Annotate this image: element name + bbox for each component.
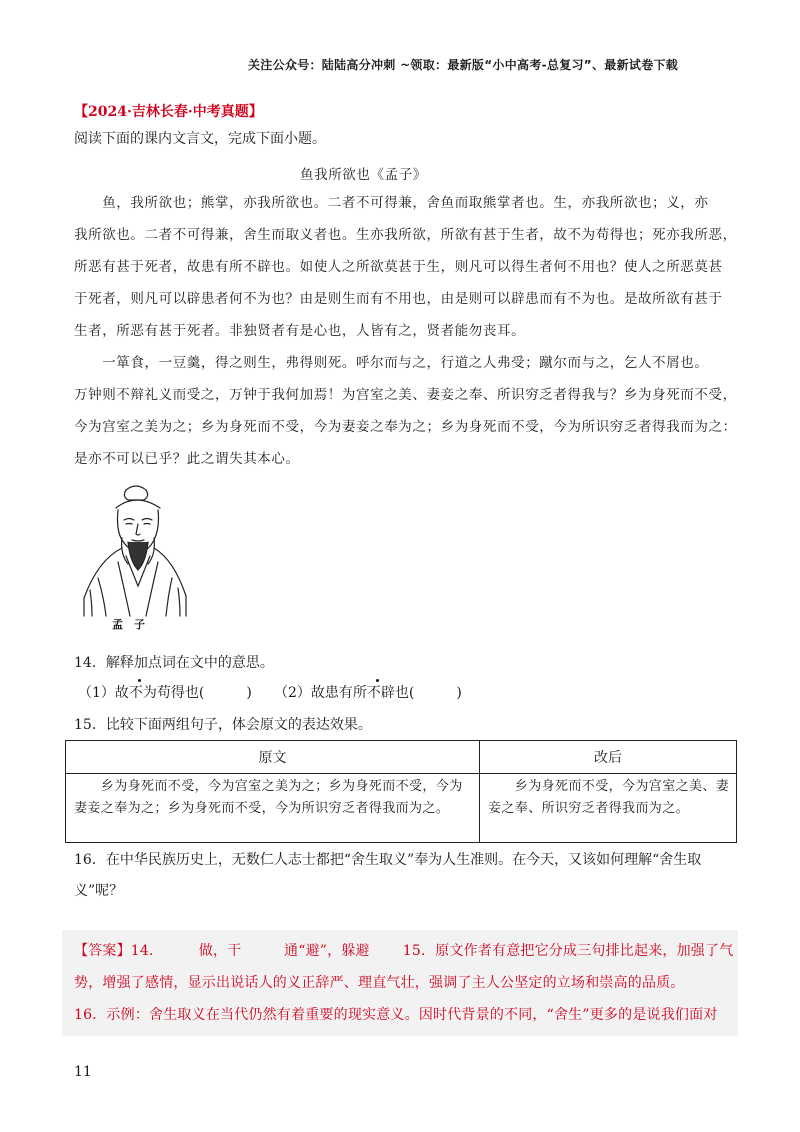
passage-line-9: 是亦不可以已乎？此之谓失其本心。 [74,451,300,467]
q14-item-2 [274,682,462,702]
passage-line-2: 我所欲也。二者不可得兼，舍生而取义者也。生亦我所欲，所欲有甚于生者，故不为苟得也；死亦我所恶， [74,227,737,243]
page-header: 关注公众号：陆陆高分冲刺 ~领取：最新版“小中高考-总复习”、最新试卷下载 [248,58,679,72]
q14-item-1-text: （1）故不为苟得也( ) [78,685,252,701]
passage-title: 鱼我所欲也《孟子》 [300,167,427,183]
passage-line-8: 今为宫室之美为之；乡为身死而不受，今为妻妾之奉为之；乡为身死而不受，今为所识穷乏者得我而为之： [74,419,737,435]
passage-line-7: 万钟则不辩礼义而受之，万钟于我何加焉！为宫室之美、妻妾之奉、所识穷乏者得我与？乡为身死而不受， [74,387,737,403]
instruction: 阅读下面的课内文言文，完成下面小题。 [74,131,326,147]
passage-line-1: 鱼，我所欲也；熊掌，亦我所欲也。二者不可得兼，舍鱼而取熊掌者也。生，亦我所欲也；义，亦 [74,195,709,211]
portrait-drawing [78,478,190,618]
passage-line-3: 所恶有甚于死者，故患有所不辟也。如使人之所欲莫甚于生，则凡可以得生者何不用也？使人之所恶莫甚 [74,259,723,275]
q14-item-1 [78,682,252,702]
passage-line-6: 一箪食，一豆羹，得之则生，弗得则死。呼尔而与之，行道之人弗受；蹴尔而与之，乞人不屑也。 [74,355,709,371]
q14-item-2-text: （2）故患有所不辟也( ) [274,685,462,701]
passage-line-4: 于死者，则凡可以辟患者何不为也？由是则生而有不用也，由是则可以辟患而有不为也。是故所欲有甚于 [74,291,723,307]
page-number: 11 [74,1064,92,1080]
emphasis-dot [370,682,384,686]
passage-line-5: 生者，所恶有甚于死者。非独贤者有是心也，人皆有之，贤者能勿丧耳。 [74,323,526,339]
cell-original: 乡为身死而不受，今为宫室之美为之；乡为身死而不受，今为妻妾之奉为之；乡为身死而不受，今为所识穷乏者得我而为之。 [66,774,480,843]
q16-line-2: 义”呢？ [74,883,124,899]
source-tag: 【2024·吉林长春·中考真题】 [74,104,263,120]
col-header-original: 原文 [66,741,480,774]
answer-line-3: 16．示例：舍生取义在当代仍然有着重要的现实意义。因时代背景的不同，“舍生”更多的是说我们面对 [74,1007,718,1023]
portrait-caption: 孟 子 [112,618,145,631]
q14-prompt: 14．解释加点词在文中的意思。 [74,655,274,671]
answer-line-2: 势，增强了感情，显示出说话人的义正辞严、理直气壮，强调了主人公坚定的立场和崇高的品质。 [74,975,685,991]
col-header-revised: 改后 [480,741,737,774]
cell-revised: 乡为身死而不受，今为宫室之美、妻妾之奉、所识穷乏者得我而为之。 [480,774,737,843]
emphasis-dot [132,682,146,686]
q16-line-1: 16．在中华民族历史上，无数仁人志士都把“舍生取义”奉为人生准则。在今天，又该如何理解“舍生取 [74,852,702,868]
comparison-table [65,740,737,843]
q15-prompt: 15．比较下面两组句子，体会原文的表达效果。 [74,717,372,733]
mencius-portrait [78,478,190,634]
answer-line-1: 【答案】14． 做，干 通“避”，躲避 15．原文作者有意把它分成三句排比起来，加强了气 [74,943,734,959]
